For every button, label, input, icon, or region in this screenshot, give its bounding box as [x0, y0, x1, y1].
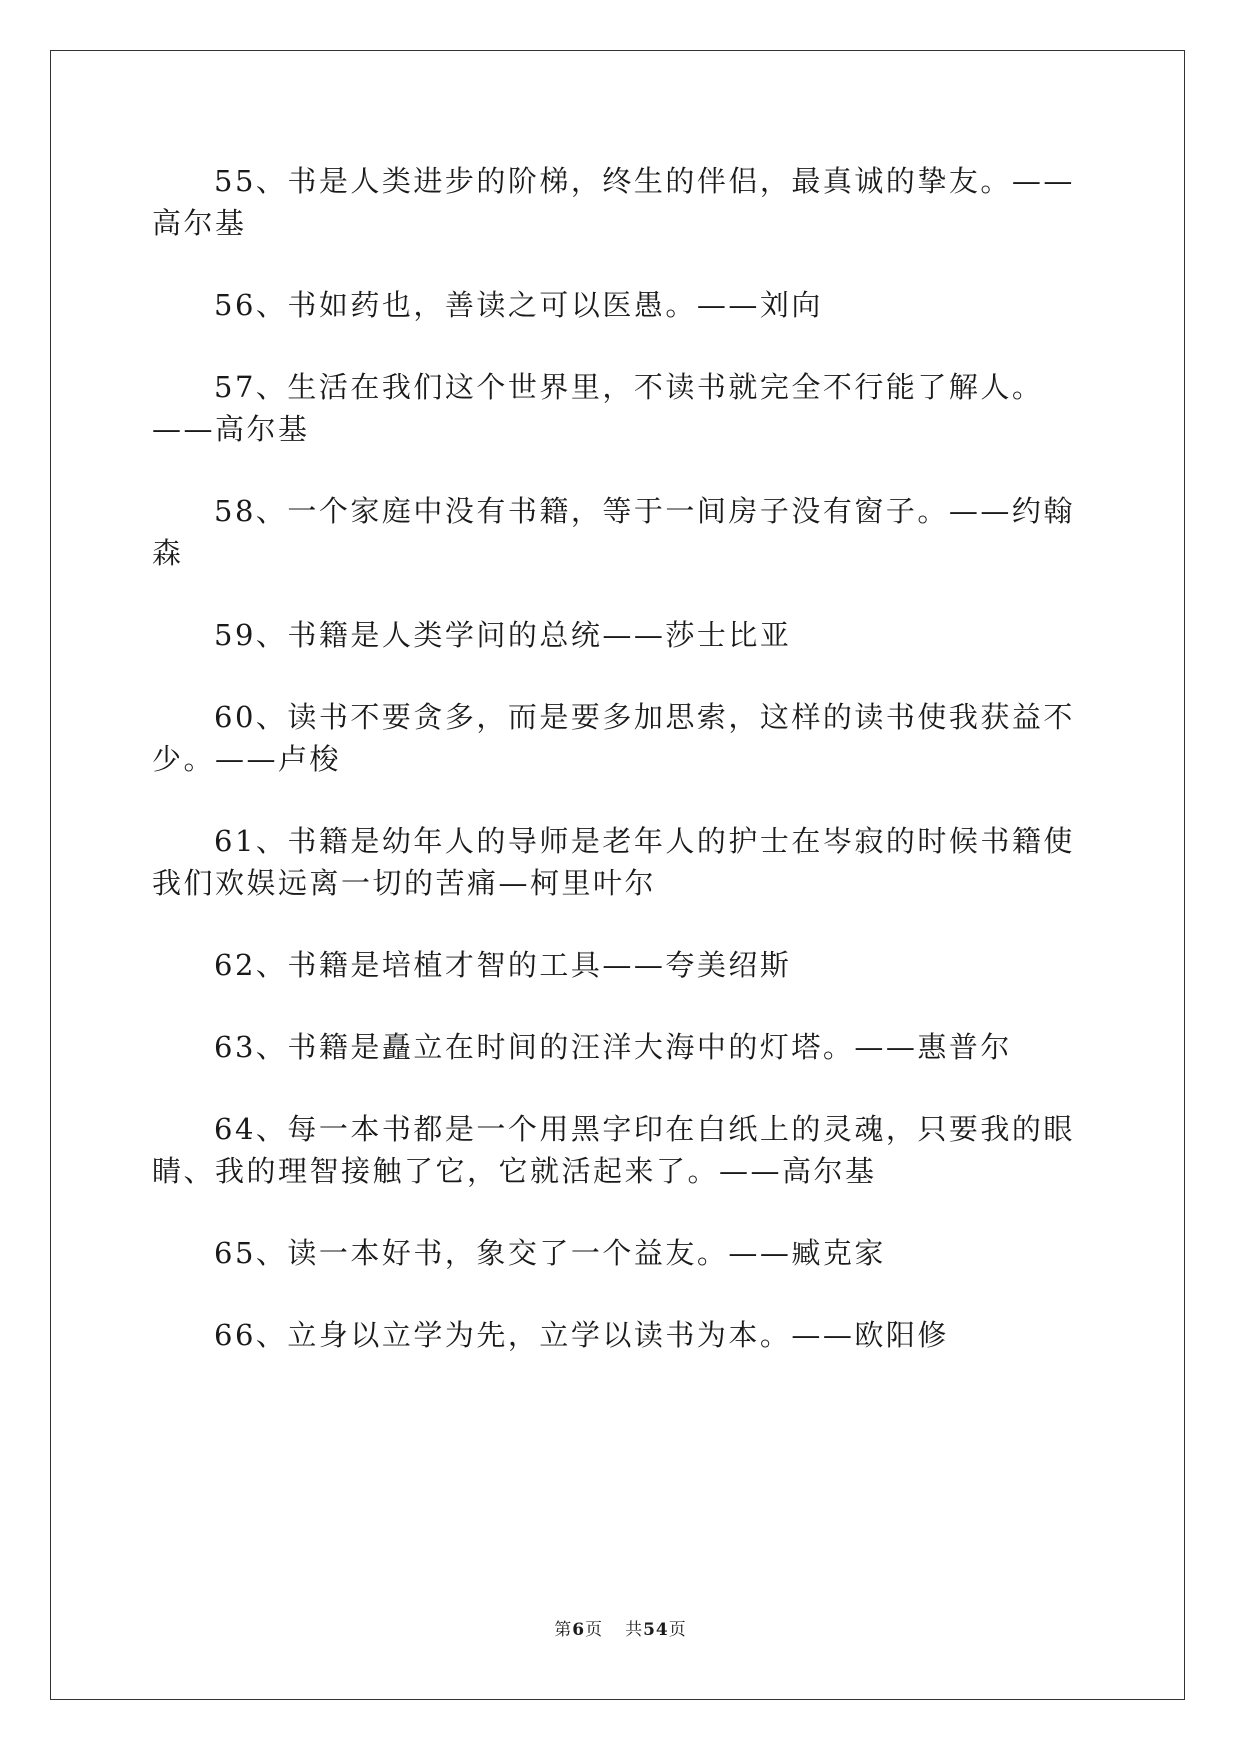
paragraph-61: 61、书籍是幼年人的导师是老年人的护士在岑寂的时候书籍使我们欢娱远离一切的苦痛—柯里叶尔	[152, 824, 1075, 900]
paragraph-55: 55、书是人类进步的阶梯，终生的伴侣，最真诚的挚友。——高尔基	[152, 164, 1075, 240]
paragraph-56: 56、书如药也，善读之可以医愚。——刘向	[214, 288, 823, 322]
page-prefix: 第	[554, 1620, 573, 1640]
paragraph-66: 66、立身以立学为先，立学以读书为本。——欧阳修	[214, 1318, 949, 1352]
paragraph-57: 57、生活在我们这个世界里，不读书就完全不行能了解人。——高尔基	[152, 370, 1044, 446]
total-prefix: 共	[625, 1620, 644, 1640]
document-body	[152, 160, 1082, 1396]
page-suffix: 页	[585, 1620, 604, 1640]
total-pages: 54	[643, 1620, 669, 1640]
paragraph-59: 59、书籍是人类学问的总统——莎士比亚	[214, 618, 792, 652]
paragraph-63: 63、书籍是矗立在时间的汪洋大海中的灯塔。——惠普尔	[214, 1030, 1012, 1064]
total-suffix: 页	[668, 1620, 687, 1640]
paragraph-64: 64、每一本书都是一个用黑字印在白纸上的灵魂，只要我的眼睛、我的理智接触了它，它就活起来了。——高尔基	[152, 1112, 1075, 1188]
page-number: 6	[572, 1620, 586, 1640]
paragraph-58: 58、一个家庭中没有书籍，等于一间房子没有窗子。——约翰森	[152, 494, 1075, 570]
paragraph-62: 62、书籍是培植才智的工具——夸美绍斯	[214, 948, 792, 982]
paragraph-65: 65、读一本好书，象交了一个益友。——臧克家	[214, 1236, 886, 1270]
page-footer	[0, 1615, 1241, 1640]
paragraph-60: 60、读书不要贪多，而是要多加思索，这样的读书使我获益不少。——卢梭	[152, 700, 1075, 776]
